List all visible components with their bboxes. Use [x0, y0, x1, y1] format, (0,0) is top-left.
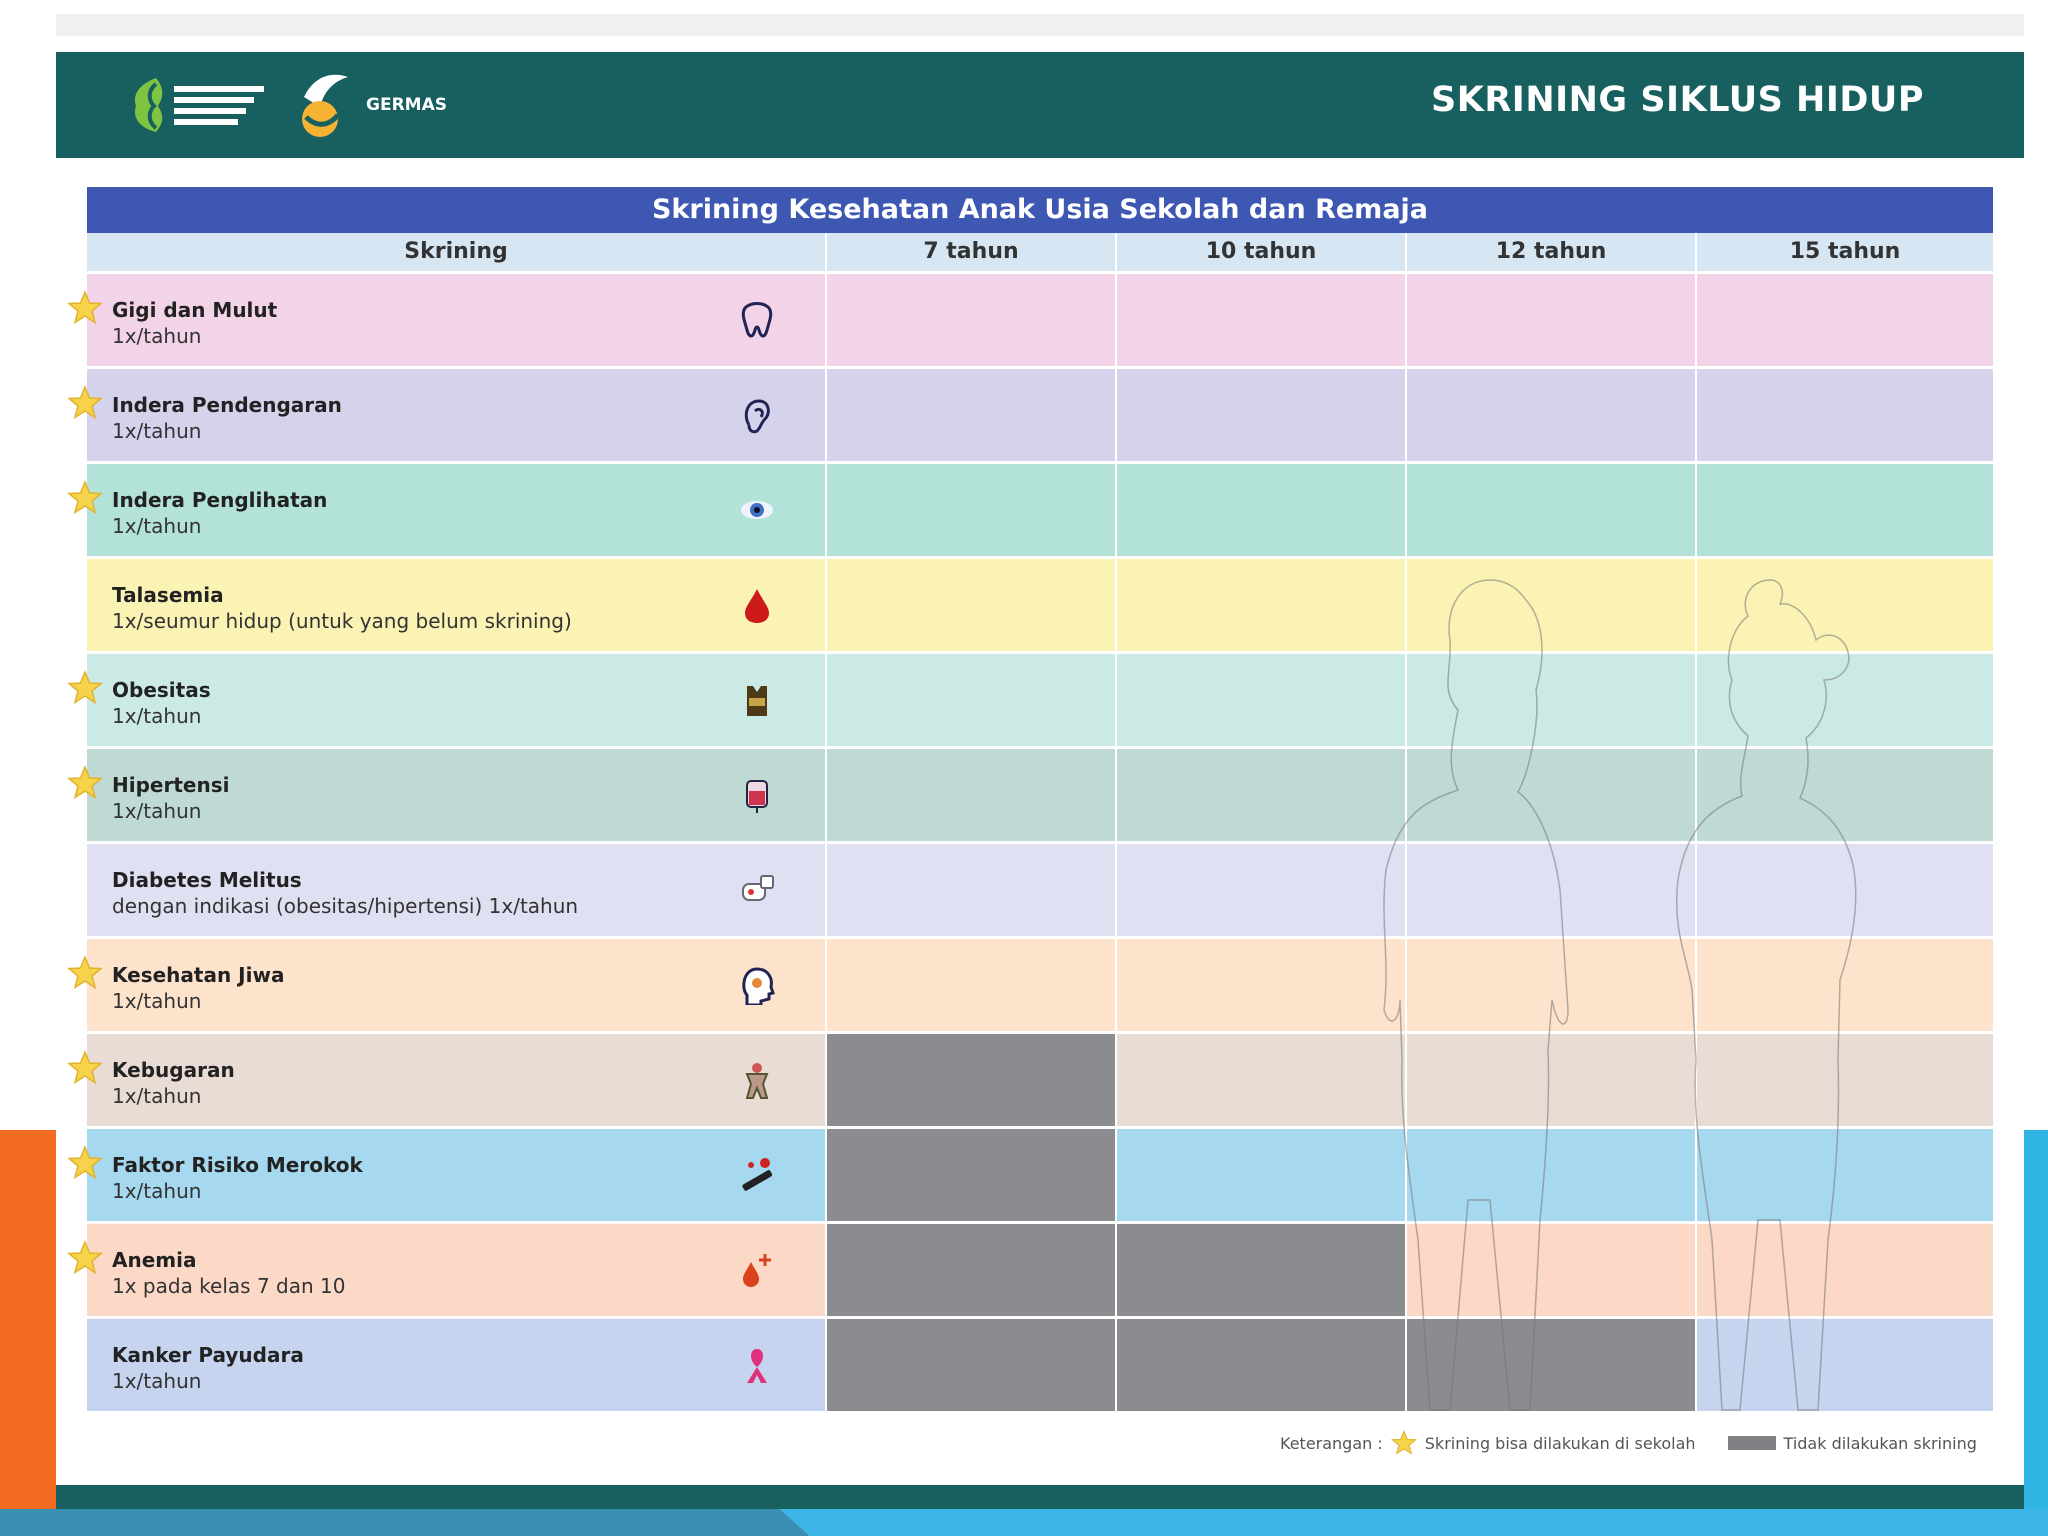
star-icon: [67, 670, 103, 706]
screening-cell: [87, 939, 827, 1031]
not-screened-cell: [827, 1034, 1117, 1126]
not-screened-cell: [1117, 1319, 1407, 1411]
age-cell: [1117, 844, 1407, 936]
screening-frequency: dengan indikasi (obesitas/hipertensi) 1x/tahun: [112, 894, 579, 918]
screening-label: [112, 868, 578, 918]
screening-cell: [87, 749, 827, 841]
age-cell: [827, 369, 1117, 461]
no-smoking-icon: [737, 1155, 777, 1195]
blood-plus-icon: [737, 1250, 777, 1290]
age-cell: [827, 844, 1117, 936]
age-cell: [1117, 559, 1407, 651]
screening-name: Hipertensi: [112, 773, 230, 797]
header-skrining: Skrining: [87, 233, 827, 271]
not-screened-cell: [1407, 1319, 1697, 1411]
not-screened-cell: [827, 1129, 1117, 1221]
header-12-tahun: 12 tahun: [1407, 233, 1697, 271]
screening-frequency: 1x/tahun: [112, 514, 202, 538]
age-cell: [1697, 559, 1993, 651]
screening-name: Kebugaran: [112, 1058, 235, 1082]
age-cell: [827, 559, 1117, 651]
legend-star-text: Skrining bisa dilakukan di sekolah: [1424, 1433, 1696, 1453]
screening-frequency: 1x/seumur hidup (untuk yang belum skrining): [112, 609, 572, 633]
not-screened-cell: [1117, 1224, 1407, 1316]
screening-label: [112, 1248, 345, 1298]
screening-cell: [87, 654, 827, 746]
age-cell: [1407, 654, 1697, 746]
screening-frequency: 1x/tahun: [112, 1369, 202, 1393]
star-icon: [67, 1145, 103, 1181]
screening-frequency: 1x/tahun: [112, 1179, 202, 1203]
age-cell: [827, 464, 1117, 556]
age-cell: [1697, 844, 1993, 936]
germas-text: GERMAS: [366, 95, 447, 115]
table-row: [87, 746, 1993, 841]
screening-frequency: 1x/tahun: [112, 1084, 202, 1108]
ear-icon: [737, 395, 777, 435]
table-row: [87, 1316, 1993, 1411]
legend-grey-text: Tidak dilakukan skrining: [1783, 1433, 1977, 1453]
table-row: [87, 1031, 1993, 1126]
screening-frequency: 1x pada kelas 7 dan 10: [112, 1274, 346, 1298]
screening-frequency: 1x/tahun: [112, 419, 202, 443]
header-7-tahun: 7 tahun: [827, 233, 1117, 271]
age-cell: [1117, 1129, 1407, 1221]
screening-frequency: 1x/tahun: [112, 799, 202, 823]
glucose-meter-icon: [737, 870, 777, 910]
screening-label: [112, 1058, 235, 1108]
table-row: [87, 1126, 1993, 1221]
age-cell: [827, 654, 1117, 746]
screening-frequency: 1x/tahun: [112, 989, 202, 1013]
screening-label: [112, 1153, 363, 1203]
blood-drop-icon: [737, 585, 777, 625]
left-accent-bar: [0, 1130, 56, 1536]
screening-name: Faktor Risiko Merokok: [112, 1153, 363, 1177]
screening-name: Kesehatan Jiwa: [112, 963, 285, 987]
screening-cell: [87, 559, 827, 651]
age-cell: [827, 274, 1117, 366]
age-cell: [1117, 654, 1407, 746]
bottom-wave-decoration: [0, 1509, 2048, 1536]
header-10-tahun: 10 tahun: [1117, 233, 1407, 271]
germas-logo-icon: [294, 67, 354, 143]
table-row: [87, 461, 1993, 556]
star-icon: [67, 955, 103, 991]
pink-ribbon-icon: [737, 1345, 777, 1385]
screening-name: Obesitas: [112, 678, 211, 702]
age-cell: [1117, 369, 1407, 461]
table-row: [87, 366, 1993, 461]
age-cell: [1407, 369, 1697, 461]
page-title: SKRINING SIKLUS HIDUP: [1431, 80, 1924, 120]
age-cell: [1697, 1034, 1993, 1126]
header-bar: [56, 52, 2024, 158]
screening-cell: [87, 274, 827, 366]
not-screened-cell: [827, 1224, 1117, 1316]
table-title: Skrining Kesehatan Anak Usia Sekolah dan Remaja: [87, 187, 1993, 233]
age-cell: [1407, 1129, 1697, 1221]
star-icon: [67, 290, 103, 326]
screening-label: [112, 678, 211, 728]
screening-label: [112, 963, 284, 1013]
table-row: [87, 936, 1993, 1031]
legend: [1280, 1430, 1977, 1456]
fitness-icon: [737, 1060, 777, 1100]
footer-bar: [56, 1485, 2024, 1509]
body-icon: [737, 680, 777, 720]
screening-name: Gigi dan Mulut: [112, 298, 278, 322]
age-cell: [1407, 274, 1697, 366]
table-body: [87, 271, 1993, 1411]
logos: [126, 64, 447, 146]
not-screened-cell: [827, 1319, 1117, 1411]
star-icon: [67, 765, 103, 801]
age-cell: [1407, 844, 1697, 936]
screening-cell: [87, 369, 827, 461]
age-cell: [1117, 749, 1407, 841]
screening-label: [112, 583, 572, 633]
blood-bag-icon: [737, 775, 777, 815]
screening-cell: [87, 464, 827, 556]
screening-cell: [87, 1224, 827, 1316]
screening-name: Diabetes Melitus: [112, 868, 302, 892]
age-cell: [1697, 1224, 1993, 1316]
screening-name: Indera Penglihatan: [112, 488, 328, 512]
age-cell: [1117, 1034, 1407, 1126]
age-cell: [1117, 939, 1407, 1031]
legend-star-icon: [1391, 1430, 1417, 1456]
age-cell: [1697, 464, 1993, 556]
age-cell: [1697, 939, 1993, 1031]
legend-prefix: Keterangan :: [1280, 1433, 1383, 1453]
right-accent-bar: [2024, 1130, 2048, 1536]
star-icon: [67, 1050, 103, 1086]
eye-icon: [737, 490, 777, 530]
age-cell: [1407, 749, 1697, 841]
screening-cell: [87, 1034, 827, 1126]
age-cell: [1697, 749, 1993, 841]
screening-frequency: 1x/tahun: [112, 704, 202, 728]
age-cell: [827, 749, 1117, 841]
age-cell: [1117, 464, 1407, 556]
table-row: [87, 271, 1993, 366]
table-row: [87, 556, 1993, 651]
table-row: [87, 841, 1993, 936]
screening-label: [112, 298, 277, 348]
screening-label: [112, 773, 229, 823]
age-cell: [1407, 1224, 1697, 1316]
star-icon: [67, 480, 103, 516]
screening-cell: [87, 844, 827, 936]
age-cell: [827, 939, 1117, 1031]
age-cell: [1697, 369, 1993, 461]
table-row: [87, 1221, 1993, 1316]
screening-table: [87, 187, 1993, 1411]
table-row: [87, 651, 1993, 746]
age-cell: [1407, 939, 1697, 1031]
age-cell: [1407, 464, 1697, 556]
screening-name: Kanker Payudara: [112, 1343, 304, 1367]
age-cell: [1697, 1319, 1993, 1411]
age-cell: [1407, 559, 1697, 651]
star-icon: [67, 385, 103, 421]
age-cell: [1407, 1034, 1697, 1126]
tooth-icon: [737, 300, 777, 340]
screening-cell: [87, 1319, 827, 1411]
age-cell: [1697, 1129, 1993, 1221]
screening-name: Anemia: [112, 1248, 197, 1272]
screening-frequency: 1x/tahun: [112, 324, 202, 348]
top-strip: [56, 14, 2024, 36]
age-cell: [1117, 274, 1407, 366]
age-cell: [1697, 654, 1993, 746]
table-header-row: [87, 233, 1993, 271]
legend-grey-swatch: [1728, 1436, 1776, 1450]
header-15-tahun: 15 tahun: [1789, 239, 1901, 264]
screening-label: [112, 1343, 304, 1393]
screening-label: [112, 393, 342, 443]
age-cell: [1697, 274, 1993, 366]
head-icon: [737, 965, 777, 1005]
screening-name: Indera Pendengaran: [112, 393, 342, 417]
screening-name: Talasemia: [112, 583, 224, 607]
star-icon: [67, 1240, 103, 1276]
kemenkes-logo-icon: [126, 70, 276, 140]
screening-cell: [87, 1129, 827, 1221]
screening-label: [112, 488, 327, 538]
